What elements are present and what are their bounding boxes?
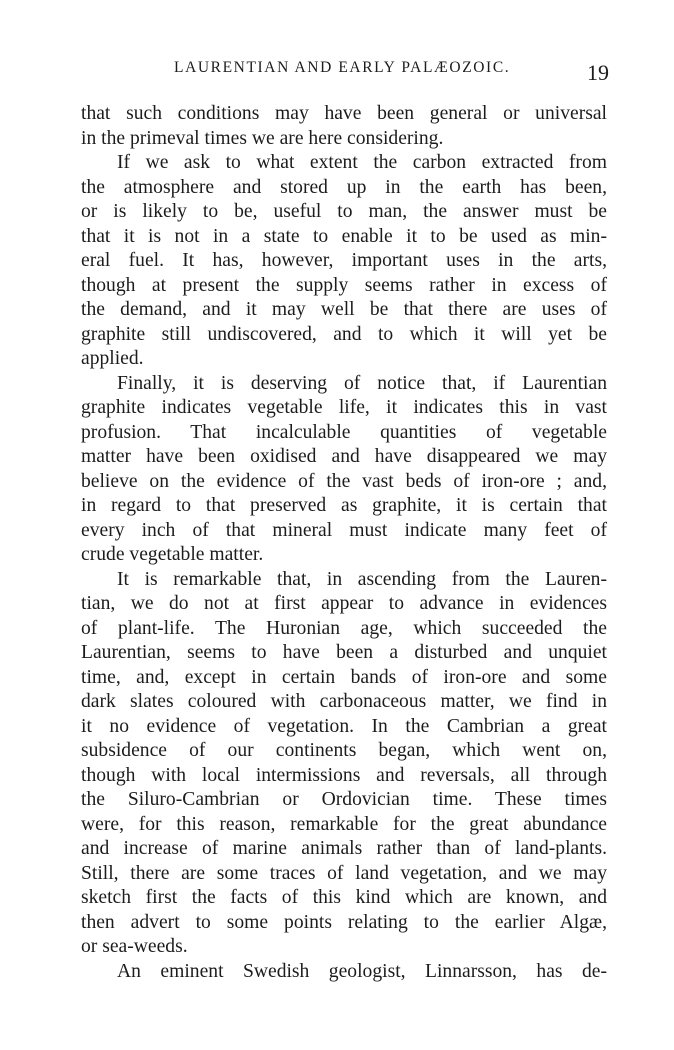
text-line: crude vegetable matter. bbox=[81, 544, 264, 565]
text-line: eral fuel. It has, however, important uses in the arts, bbox=[81, 250, 607, 271]
text-line: Finally, it is deserving of notice that, if Laurentian bbox=[117, 372, 607, 394]
text-line: sketch first the facts of this kind which are known, and bbox=[81, 887, 607, 908]
text-line: the Siluro-Cambrian or Ordovician time. These times bbox=[81, 789, 607, 810]
text-line: or is likely to be, useful to man, the answer must be bbox=[81, 201, 607, 222]
text-line: graphite indicates vegetable life, it indicates this in vast bbox=[81, 397, 607, 418]
text-line: matter have been oxidised and have disappeared we may bbox=[81, 446, 607, 467]
text-line: of plant-life. The Huronian age, which succeeded the bbox=[81, 617, 607, 639]
text-line: in the primeval times we are here considering. bbox=[81, 127, 444, 149]
text-line: the demand, and it may well be that there are uses of bbox=[81, 299, 607, 320]
text-line: in regard to that preserved as graphite, it is certain that bbox=[81, 495, 607, 516]
text-line: and increase of marine animals rather than of land-plants. bbox=[81, 838, 607, 859]
text-line: An eminent Swedish geologist, Linnarsson, has de- bbox=[117, 960, 607, 982]
text-line: the atmosphere and stored up in the earth has been, bbox=[81, 176, 607, 198]
text-line: every inch of that mineral must indicate many feet of bbox=[81, 519, 607, 541]
text-line: though at present the supply seems rather in excess of bbox=[81, 274, 607, 296]
text-line: then advert to some points relating to the earlier Algæ, bbox=[81, 911, 607, 933]
text-line: time, and, except in certain bands of iron-ore and some bbox=[81, 666, 607, 688]
text-line: it no evidence of vegetation. In the Cambrian a great bbox=[81, 715, 607, 737]
text-line: were, for this reason, remarkable for the great abundance bbox=[81, 813, 607, 835]
text-line: though with local intermissions and reversals, all through bbox=[81, 764, 607, 786]
text-line: or sea-weeds. bbox=[81, 936, 188, 957]
text-line: graphite still undiscovered, and to which it will yet be bbox=[81, 323, 607, 345]
text-line: dark slates coloured with carbonaceous matter, we find in bbox=[81, 691, 607, 712]
body-text bbox=[81, 102, 607, 984]
text-line: It is remarkable that, in ascending from the Lauren- bbox=[117, 568, 607, 590]
running-title: LAURENTIAN AND EARLY PALÆOZOIC. bbox=[174, 59, 511, 76]
text-line: Laurentian, seems to have been a disturbed and unquiet bbox=[81, 642, 607, 663]
text-line: tian, we do not at first appear to advance in evidences bbox=[81, 593, 607, 614]
text-line: Still, there are some traces of land vegetation, and we may bbox=[81, 862, 607, 884]
text-line: that it is not in a state to enable it to be used as min- bbox=[81, 225, 607, 247]
page-number: 19 bbox=[587, 60, 609, 85]
text-line: applied. bbox=[81, 348, 144, 369]
text-line: If we ask to what extent the carbon extracted from bbox=[117, 152, 607, 173]
text-line: profusion. That incalculable quantities of vegetable bbox=[81, 421, 607, 443]
text-line: subsidence of our continents began, which went on, bbox=[81, 740, 607, 761]
text-line: that such conditions may have been general or universal bbox=[81, 103, 607, 124]
text-line: believe on the evidence of the vast beds of iron-ore ; and, bbox=[81, 470, 607, 492]
